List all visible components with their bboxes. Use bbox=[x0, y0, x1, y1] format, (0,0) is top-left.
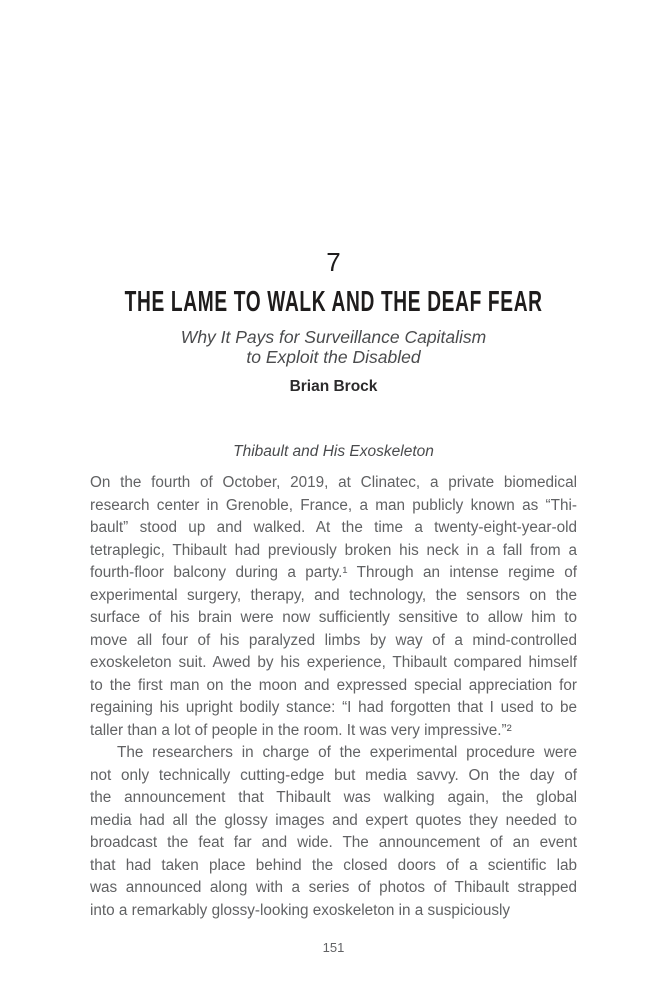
text-line: move all four of his paralyzed limbs by way of a mind-controlled bbox=[90, 631, 577, 649]
text-line: bault” stood up and walked. At the time a twenty-eight-year-old bbox=[90, 519, 577, 536]
page-number: 151 bbox=[322, 940, 345, 955]
text-line: experimental surgery, therapy, and technology, the sensors on the bbox=[90, 586, 577, 604]
chapter-number: 7 bbox=[326, 247, 341, 277]
text-line: the announcement that Thibault was walking again, the global bbox=[90, 789, 577, 806]
author-name: Brian Brock bbox=[289, 378, 378, 395]
text-line: regaining his upright bodily stance: “I had forgotten that I used to be bbox=[90, 699, 577, 716]
section-heading: Thibault and His Exoskeleton bbox=[233, 443, 434, 460]
body-text bbox=[90, 472, 577, 922]
text-line: fourth-floor balcony during a party.¹ Through an intense regime of bbox=[90, 564, 577, 581]
text-line: to the first man on the moon and expressed special appreciation for bbox=[90, 676, 577, 694]
chapter-title-text: THE LAME TO WALK AND THE DEAF FEAR bbox=[124, 286, 543, 318]
text-line: tetraplegic, Thibault had previously broken his neck in a fall from a bbox=[90, 541, 577, 559]
text-line: media had all the glossy images and expert quotes they needed to bbox=[90, 811, 577, 829]
subtitle-line-1: Why It Pays for Surveillance Capitalism bbox=[180, 327, 487, 347]
text-line: On the fourth of October, 2019, at Clinatec, a private biomedical bbox=[90, 474, 577, 491]
text-line: The researchers in charge of the experimental procedure were bbox=[117, 744, 577, 761]
text-line: that had taken place behind the closed doors of a scientific lab bbox=[90, 856, 577, 874]
chapter-subtitle bbox=[0, 327, 667, 367]
chapter-title bbox=[0, 288, 667, 317]
paragraph bbox=[90, 472, 577, 742]
text-line: surface of his brain were now sufficiently sensitive to allow him to bbox=[90, 609, 577, 626]
text-line: exoskeleton suit. Awed by his experience, Thibault compared himself bbox=[90, 654, 577, 671]
text-line: not only technically cutting-edge but media savvy. On the day of bbox=[90, 766, 577, 784]
paragraph bbox=[90, 742, 577, 922]
text-line: into a remarkably glossy-looking exoskeleton in a suspiciously bbox=[90, 901, 511, 919]
text-line: taller than a lot of people in the room. It was very impressive.”² bbox=[90, 721, 512, 739]
text-line: broadcast the feat far and wide. The announcement of an event bbox=[90, 834, 577, 851]
chapter-header bbox=[0, 0, 667, 396]
subtitle-line-2: to Exploit the Disabled bbox=[246, 347, 421, 367]
text-line: was announced along with a series of photos of Thibault strapped bbox=[90, 879, 577, 896]
text-line: research center in Grenoble, France, a man publicly known as “Thi- bbox=[90, 496, 577, 514]
